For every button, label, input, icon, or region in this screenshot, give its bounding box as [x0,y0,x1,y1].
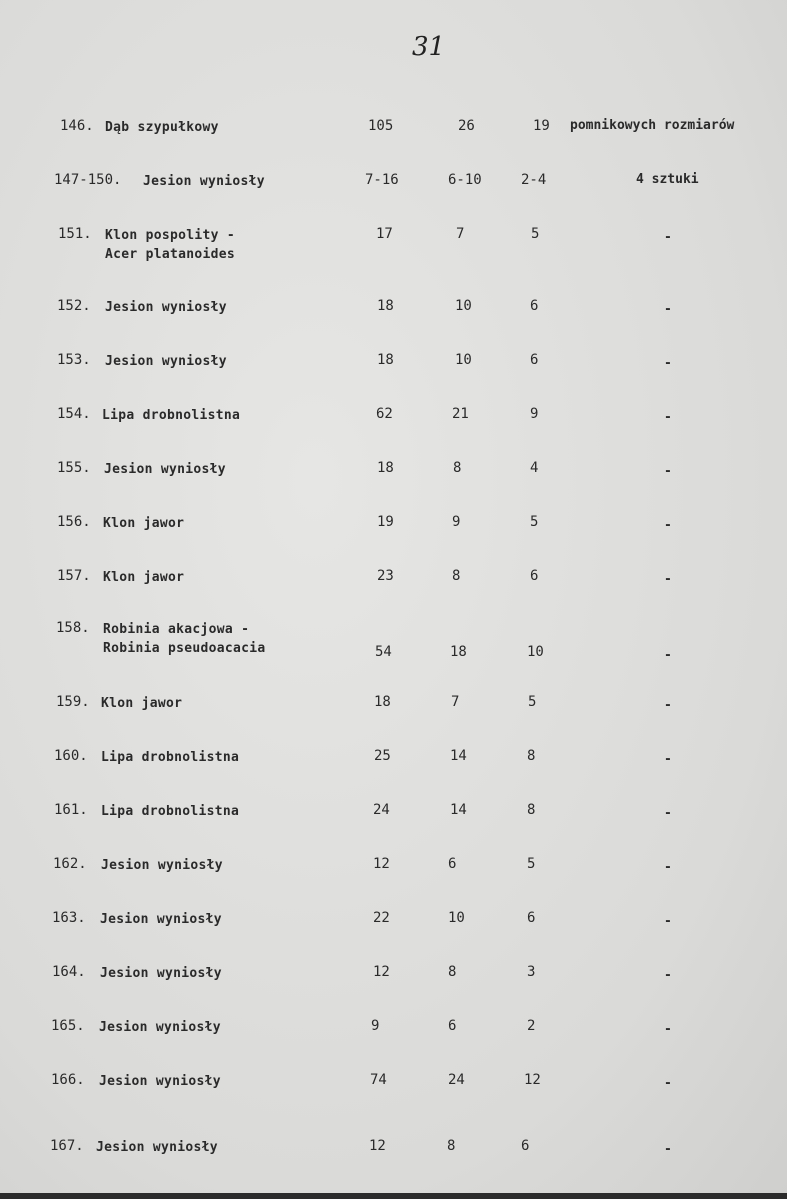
list-item [0,460,787,500]
species-name: Jesion wyniosły [100,966,222,981]
remarks: - [664,464,672,479]
height-value: 8 [447,1138,456,1154]
remarks: - [664,1076,672,1091]
entry-number: 166. [51,1072,85,1088]
species-name: Lipa drobnolistna [102,408,241,423]
crown-value: 8 [527,748,536,764]
crown-value: 19 [533,118,550,134]
entry-number: 165. [51,1018,85,1034]
remarks: - [664,648,672,663]
height-value: 6-10 [448,172,482,188]
species-name: Lipa drobnolistna [101,804,240,819]
entry-number: 151. [58,226,92,242]
crown-value: 4 [530,460,539,476]
crown-value: 12 [524,1072,541,1088]
crown-value: 8 [527,802,536,818]
crown-value: 6 [530,568,539,584]
height-value: 14 [450,748,467,764]
remarks: - [664,230,672,245]
circumference-value: 7-16 [365,172,399,188]
list-item [0,856,787,896]
circumference-value: 18 [377,460,394,476]
crown-value: 9 [530,406,539,422]
entry-number: 161. [54,802,88,818]
circumference-value: 12 [373,856,390,872]
remarks: 4 sztuki [636,172,699,187]
height-value: 14 [450,802,467,818]
list-item [0,406,787,446]
list-item [0,514,787,554]
entry-number: 164. [52,964,86,980]
circumference-value: 105 [368,118,394,134]
circumference-value: 62 [376,406,393,422]
remarks: - [664,302,672,317]
remarks: - [664,914,672,929]
list-item [0,1138,787,1178]
circumference-value: 12 [369,1138,386,1154]
crown-value: 3 [527,964,536,980]
entry-number: 159. [56,694,90,710]
remarks: pomnikowych rozmiarów [570,118,735,133]
circumference-value: 9 [371,1018,380,1034]
list-item [0,298,787,338]
entry-number: 160. [54,748,88,764]
scan-edge [0,1193,787,1199]
entry-number: 155. [57,460,91,476]
crown-value: 5 [527,856,536,872]
crown-value: 6 [527,910,536,926]
crown-value: 6 [521,1138,530,1154]
remarks: - [664,806,672,821]
remarks: - [664,410,672,425]
remarks: - [664,752,672,767]
list-item [0,172,787,212]
height-value: 24 [448,1072,465,1088]
list-item [0,748,787,788]
height-value: 8 [452,568,461,584]
circumference-value: 22 [373,910,390,926]
circumference-value: 18 [377,352,394,368]
entry-number: 157. [57,568,91,584]
circumference-value: 24 [373,802,390,818]
list-item [0,802,787,842]
height-value: 7 [451,694,460,710]
entry-number: 162. [53,856,87,872]
height-value: 8 [453,460,462,476]
entry-number: 156. [57,514,91,530]
crown-value: 5 [531,226,540,242]
species-name: Jesion wyniosły [99,1020,221,1035]
circumference-value: 19 [377,514,394,530]
list-item [0,620,787,663]
list-item [0,226,787,266]
crown-value: 5 [530,514,539,530]
list-item [0,1018,787,1058]
height-value: 9 [452,514,461,530]
list-item [0,964,787,1004]
entry-number: 153. [57,352,91,368]
remarks: - [664,572,672,587]
height-value: 7 [456,226,465,242]
remarks: - [664,1022,672,1037]
circumference-value: 54 [375,644,392,660]
page-number: 31 [412,32,446,62]
species-name: Klon jawor [103,516,185,531]
entry-number: 167. [50,1138,84,1154]
circumference-value: 74 [370,1072,387,1088]
crown-value: 6 [530,298,539,314]
remarks: - [664,968,672,983]
height-value: 8 [448,964,457,980]
list-item [0,694,787,734]
species-name: Jesion wyniosły [100,912,222,927]
species-name: Jesion wyniosły [104,462,226,477]
species-name: Klon pospolity - Acer platanoides [105,228,236,262]
entry-number: 158. [56,620,90,636]
species-name: Klon jawor [101,696,183,711]
remarks: - [664,356,672,371]
entry-number: 154. [57,406,91,422]
circumference-value: 12 [373,964,390,980]
species-name: Klon jawor [103,570,185,585]
species-name: Jesion wyniosły [105,300,227,315]
circumference-value: 23 [377,568,394,584]
crown-value: 5 [528,694,537,710]
crown-value: 2 [527,1018,536,1034]
height-value: 10 [448,910,465,926]
height-value: 26 [458,118,475,134]
species-name: Jesion wyniosły [105,354,227,369]
entry-number: 152. [57,298,91,314]
height-value: 6 [448,856,457,872]
height-value: 10 [455,298,472,314]
height-value: 21 [452,406,469,422]
entry-number: 146. [60,118,94,134]
crown-value: 2-4 [521,172,547,188]
crown-value: 6 [530,352,539,368]
remarks: - [664,698,672,713]
entry-number: 163. [52,910,86,926]
species-name: Robinia akacjowa - Robinia pseudoacacia [103,622,266,656]
circumference-value: 18 [374,694,391,710]
remarks: - [664,1142,672,1157]
height-value: 18 [450,644,467,660]
remarks: - [664,518,672,533]
remarks: - [664,860,672,875]
list-item [0,1072,787,1112]
list-item [0,352,787,392]
species-name: Jesion wyniosły [101,858,223,873]
species-name: Jesion wyniosły [99,1074,221,1089]
circumference-value: 25 [374,748,391,764]
species-name: Lipa drobnolistna [101,750,240,765]
list-item [0,568,787,608]
species-name: Dąb szypułkowy [105,120,219,135]
height-value: 10 [455,352,472,368]
entry-number: 147-150. [54,172,122,188]
crown-value: 10 [527,644,544,660]
height-value: 6 [448,1018,457,1034]
circumference-value: 17 [376,226,393,242]
list-item [0,910,787,950]
circumference-value: 18 [377,298,394,314]
species-name: Jesion wyniosły [96,1140,218,1155]
list-item [0,118,787,158]
species-name: Jesion wyniosły [143,174,265,189]
